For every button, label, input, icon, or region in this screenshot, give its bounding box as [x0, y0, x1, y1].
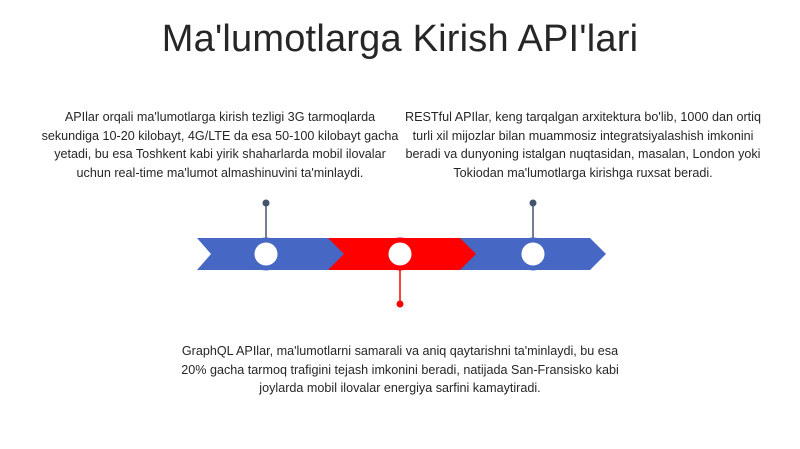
milestone-text-3g-4g: APIlar orqali ma'lumotlarga kirish tezligi 3G tarmoqlarda sekundiga 10-20 kilobayt, 4G/LTE da esa 50-100 kilobayt gacha yetadi, bu esa Toshkent kabi yirik shaharlarda mobil ilovalar uchun real-time ma'lumot almashinuvini ta'minlaydi. — [41, 110, 399, 180]
milestone-ring-left — [252, 240, 280, 268]
milestone-ring-center — [386, 240, 414, 268]
connector-dot-left — [263, 200, 270, 207]
connector-dot-bottom — [397, 301, 404, 308]
milestone-ring-right — [519, 240, 547, 268]
milestone-text-graphql: GraphQL APIlar, ma'lumotlarni samarali va aniq qaytarishni ta'minlaydi, bu esa 20% gacha tarmoq trafigini tejash imkonini beradi, natijada San-Fransisko kabi joylarda mobil ilovalar energiya sarfini kamaytiradi. — [181, 344, 619, 396]
milestone-text-restful: RESTful APIlar, keng tarqalgan arxitektura bo'lib, 1000 dan ortiq turli xil mijozlar bilan muammosiz integratsiyalashish imkonini beradi va dunyoning istalgan nuqtasidan, masalan, London yoki Tokiodan ma'lumotlarga kirishga ruxsat beradi. — [405, 110, 761, 180]
connector-dot-right — [530, 200, 537, 207]
slide-title: Ma'lumotlarga Kirish API'lari — [161, 18, 639, 60]
